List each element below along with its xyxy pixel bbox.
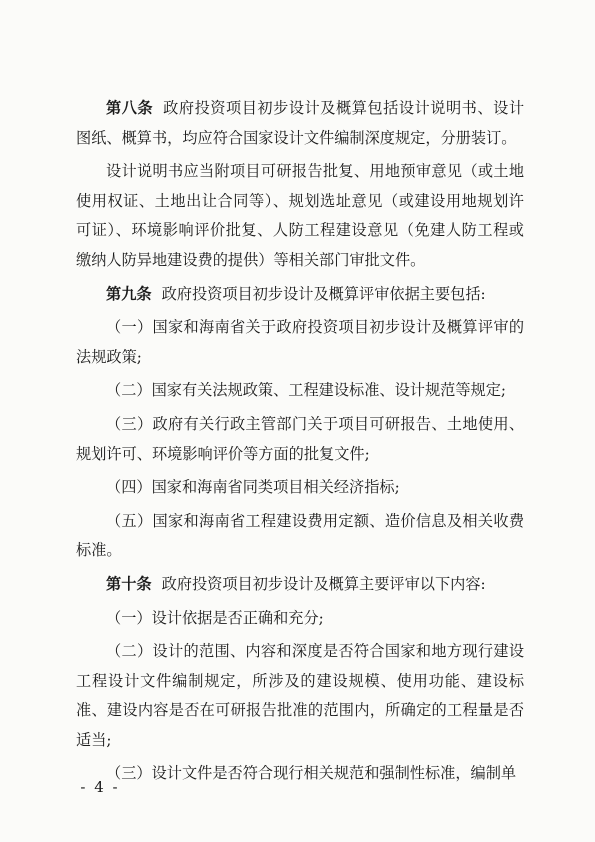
article-9-item-1: （一）国家和海南省关于政府投资项目初步设计及概算评审的法规政策; (76, 318, 524, 366)
article-10-number: 第十条 (106, 574, 152, 593)
article-10-lead (76, 570, 524, 600)
article-9-lead-text: 政府投资项目初步设计及概算评审依据主要包括: (161, 284, 486, 303)
article-9-item-3: （三）政府有关行政主管部门关于项目可研报告、土地使用、规划许可、环境影响评价等方面的批复文件; (76, 414, 524, 463)
article-9-item-4: （四）国家和海南省同类项目相关经济指标; (106, 478, 400, 497)
article-8-paragraph-1 (76, 94, 524, 153)
article-10-lead-text: 政府投资项目初步设计及概算主要评审以下内容: (161, 574, 486, 593)
article-9-item-2: （二）国家有关法规政策、工程建设标准、设计规范等规定; (106, 381, 506, 400)
article-9-item-5: （五）国家和海南省工程建设费用定额、造价信息及相关收费标准。 (76, 511, 524, 560)
article-9-number: 第九条 (106, 284, 152, 303)
article-10-item-1: （一）设计依据是否正确和充分; (106, 608, 324, 627)
page-number: - 4 - (80, 778, 120, 796)
article-8-paragraph-2: 设计说明书应当附项目可研报告批复、用地预审意见（或土地使用权证、土地出让合同等）、规划选址意见（或建设用地规划许可证）、环境影响评价批复、人防工程建设意见（免建人防工程或缴纳人防异地建设费的提供）等相关部门审批文件。 (76, 162, 524, 269)
document-body (76, 94, 524, 793)
article-10-item-2: （二）设计的范围、内容和深度是否符合国家和地方现行建设工程设计文件编制规定，所涉及的建设规模、使用功能、建设标准、建设内容是否在可研报告批准的范围内，所确定的工程量是否适当; (76, 642, 524, 749)
article-10-item-3: （三）设计文件是否符合现行相关规范和强制性标准，编制单 (106, 764, 517, 783)
article-8-number: 第八条 (106, 99, 154, 117)
article-8-text: 政府投资项目初步设计及概算包括设计说明书、设计图纸、概算书，均应符合国家设计文件编制深度规定，分册装订。 (76, 99, 525, 147)
article-9-lead (76, 280, 524, 310)
